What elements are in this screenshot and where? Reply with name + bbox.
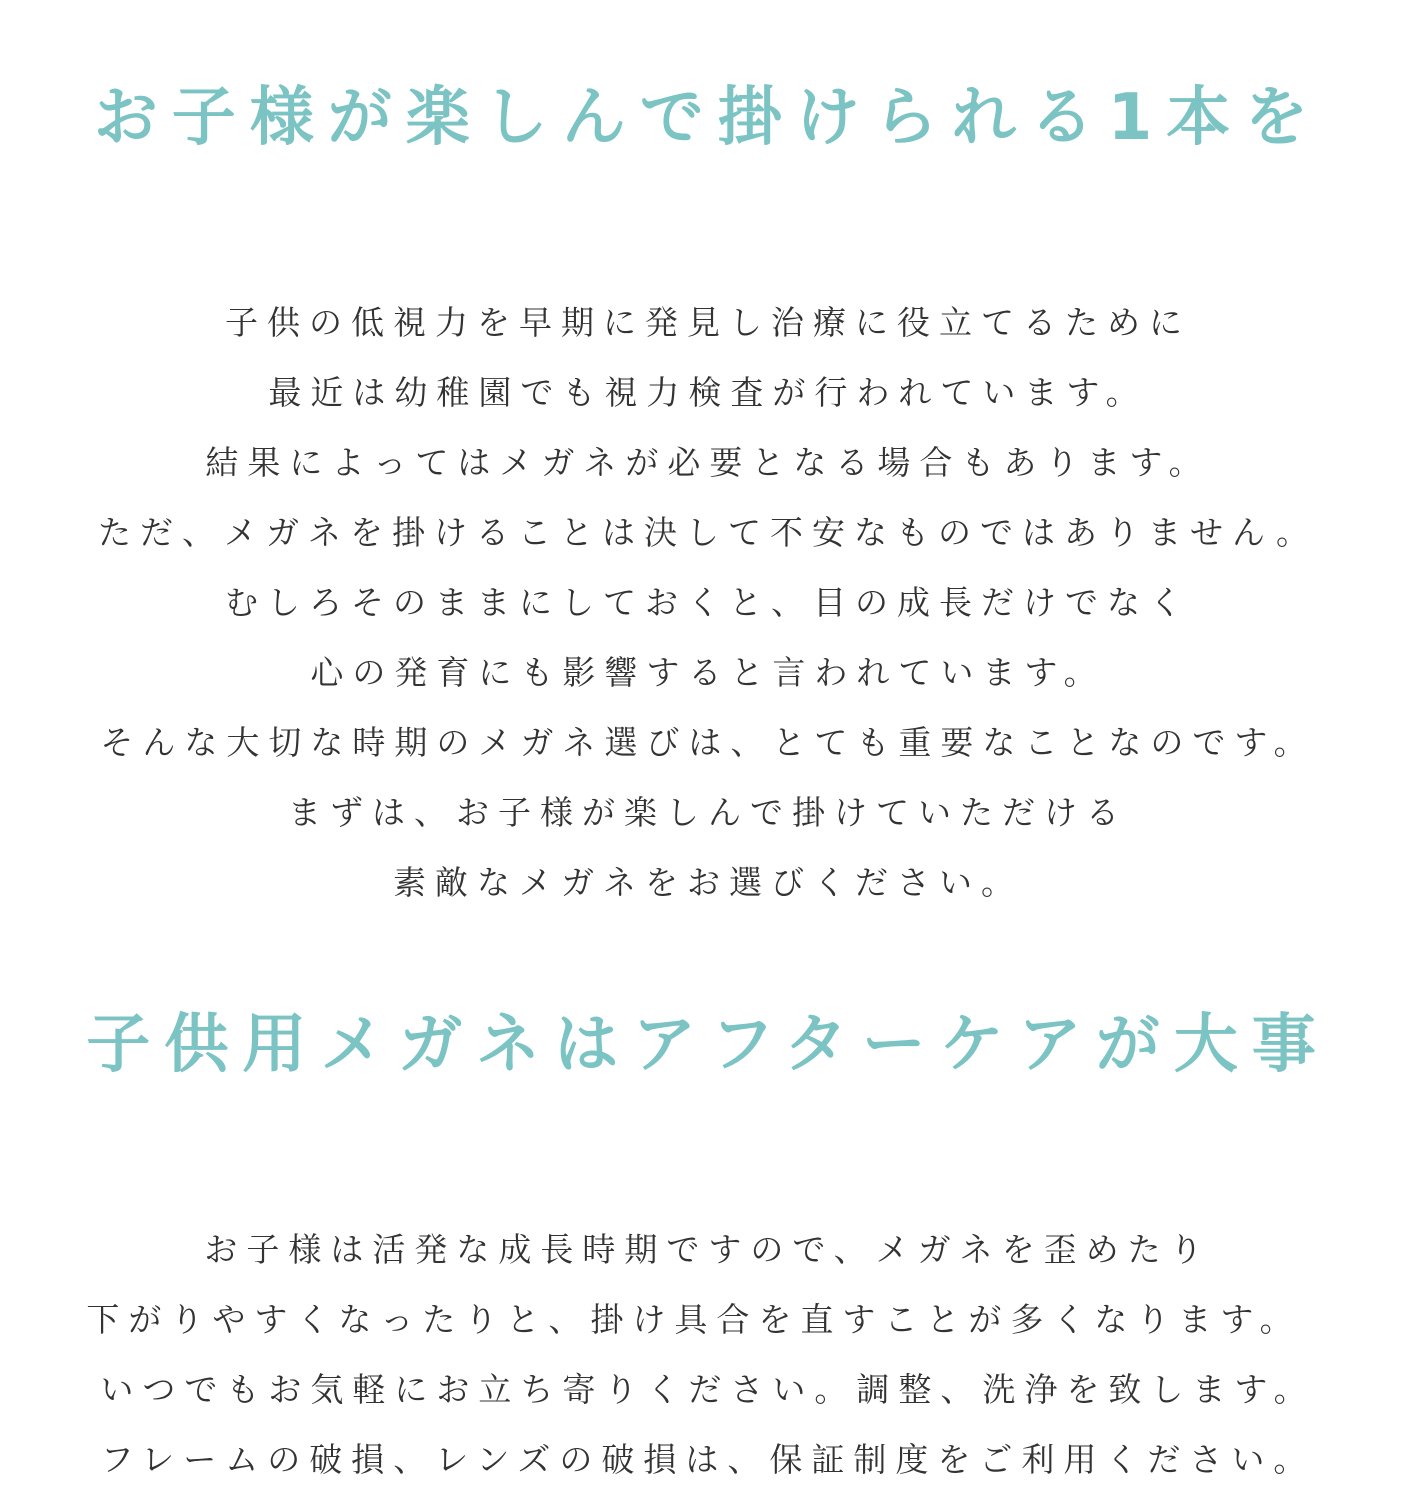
body-line: 下がりやすくなったりと、掛け具合を直すことが多くなります。 [86,1300,1302,1339]
body-line: いつでもお気軽にお立ち寄りください。調整、洗浄を致します。 [100,1370,1316,1409]
section-heading: 子供用メガネはアフターケアが大事 [86,1008,1330,1082]
section-heading: お子様が楽しんで掛けられる1本を [93,81,1323,155]
body-line: 最近は幼稚園でも視力検査が行われています。 [268,373,1148,412]
body-line: 結果によってはメガネが必要となる場合もあります。 [205,443,1211,482]
body-line: そんな大切な時期のメガネ選びは、とても重要なことなのです。 [100,723,1316,762]
body-line: むしろそのままにしておくと、目の成長だけでなく [225,583,1191,622]
body-line: お子様は活発な成長時期ですので、メガネを歪めたり [204,1230,1212,1269]
body-line: フレームの破損、レンズの破損は、保証制度をご利用ください。 [100,1440,1316,1479]
body-line: 心の発育にも影響すると言われています。 [310,653,1106,692]
body-line: まずは、お子様が楽しんで掛けていただける [288,793,1128,832]
section-child-glasses-intro [0,78,1416,918]
body-line: 子供の低視力を早期に発見し治療に役立てるために [225,303,1191,342]
section-body [0,288,1416,918]
section-aftercare [0,1005,1416,1495]
body-line: ただ、メガネを掛けることは決して不安なものではありません。 [98,513,1318,552]
section-body [0,1215,1416,1495]
body-line: 素敵なメガネをお選びください。 [393,863,1023,902]
